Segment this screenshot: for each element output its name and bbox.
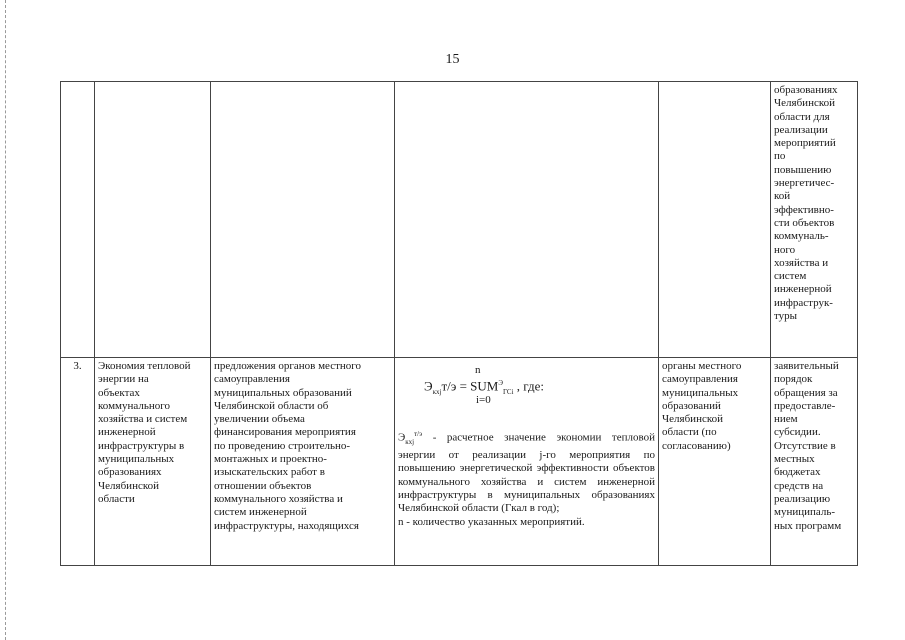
page-number: 15 <box>445 52 460 67</box>
cell-formula-empty <box>395 82 659 358</box>
formula-n-definition: n - количество указанных мероприятий. <box>398 515 585 528</box>
cell-indicator-empty <box>95 82 211 358</box>
formula-upper-limit: n <box>475 364 481 376</box>
document-table <box>60 81 858 566</box>
calculation-formula <box>398 360 655 428</box>
cell-num-empty <box>61 82 95 358</box>
formula-main: $Э_{кхj}т/э = SUM^Э_{ГСi}$ , где: <box>424 378 544 396</box>
row-number: 3. <box>61 358 95 566</box>
left-margin-line <box>5 0 6 640</box>
formula-lower-limit: i=0 <box>476 394 491 406</box>
cell-procedure-continued <box>771 82 858 358</box>
cell-indicator: Экономия тепловой энергии на объектах коммунального хозяйства и систем инженерной инфраструктуры в муниципальных образованиях Челябинской области <box>95 358 211 566</box>
cell-source: предложения органов местного самоуправления муниципальных образований Челябинской области об увеличении объема финансирования мероприятия по проведению строительно- монтажных и проектно- изыскательских работ в отношении объектов коммунального хозяйства и систем инженерной инфраструктуры, находящихся <box>211 358 395 566</box>
cell-source-empty <box>211 82 395 358</box>
table-row-3 <box>61 358 858 566</box>
cell-responsible-empty <box>659 82 771 358</box>
procedure-continued-text: образованиях Челябинской области для реализации мероприятий по повышению энергетичес- кой эффективно- сти объектов коммуналь- ного хозяйства и систем инженерной инфраструк- туры <box>774 84 838 323</box>
cell-formula <box>395 358 659 566</box>
formula-definition: $Э_{кхj}^{т/э}$ - расчетное значение экономии тепловой энергии от реализации j-го мероприятия по повышению энергетической эффективности объектов коммунального хозяйства и систем инженерной инфраструктуры в муниципальных образованиях Челябинской области (Гкал в год); <box>398 430 655 515</box>
table-row-continued <box>61 82 858 358</box>
cell-responsible: органы местного самоуправления муниципальных образований Челябинской области (по согласованию) <box>659 358 771 566</box>
cell-procedure: заявительный порядок обращения за предоставле- нием субсидии. Отсутствие в местных бюджетах средств на реализацию муниципаль- ных программ <box>771 358 858 566</box>
